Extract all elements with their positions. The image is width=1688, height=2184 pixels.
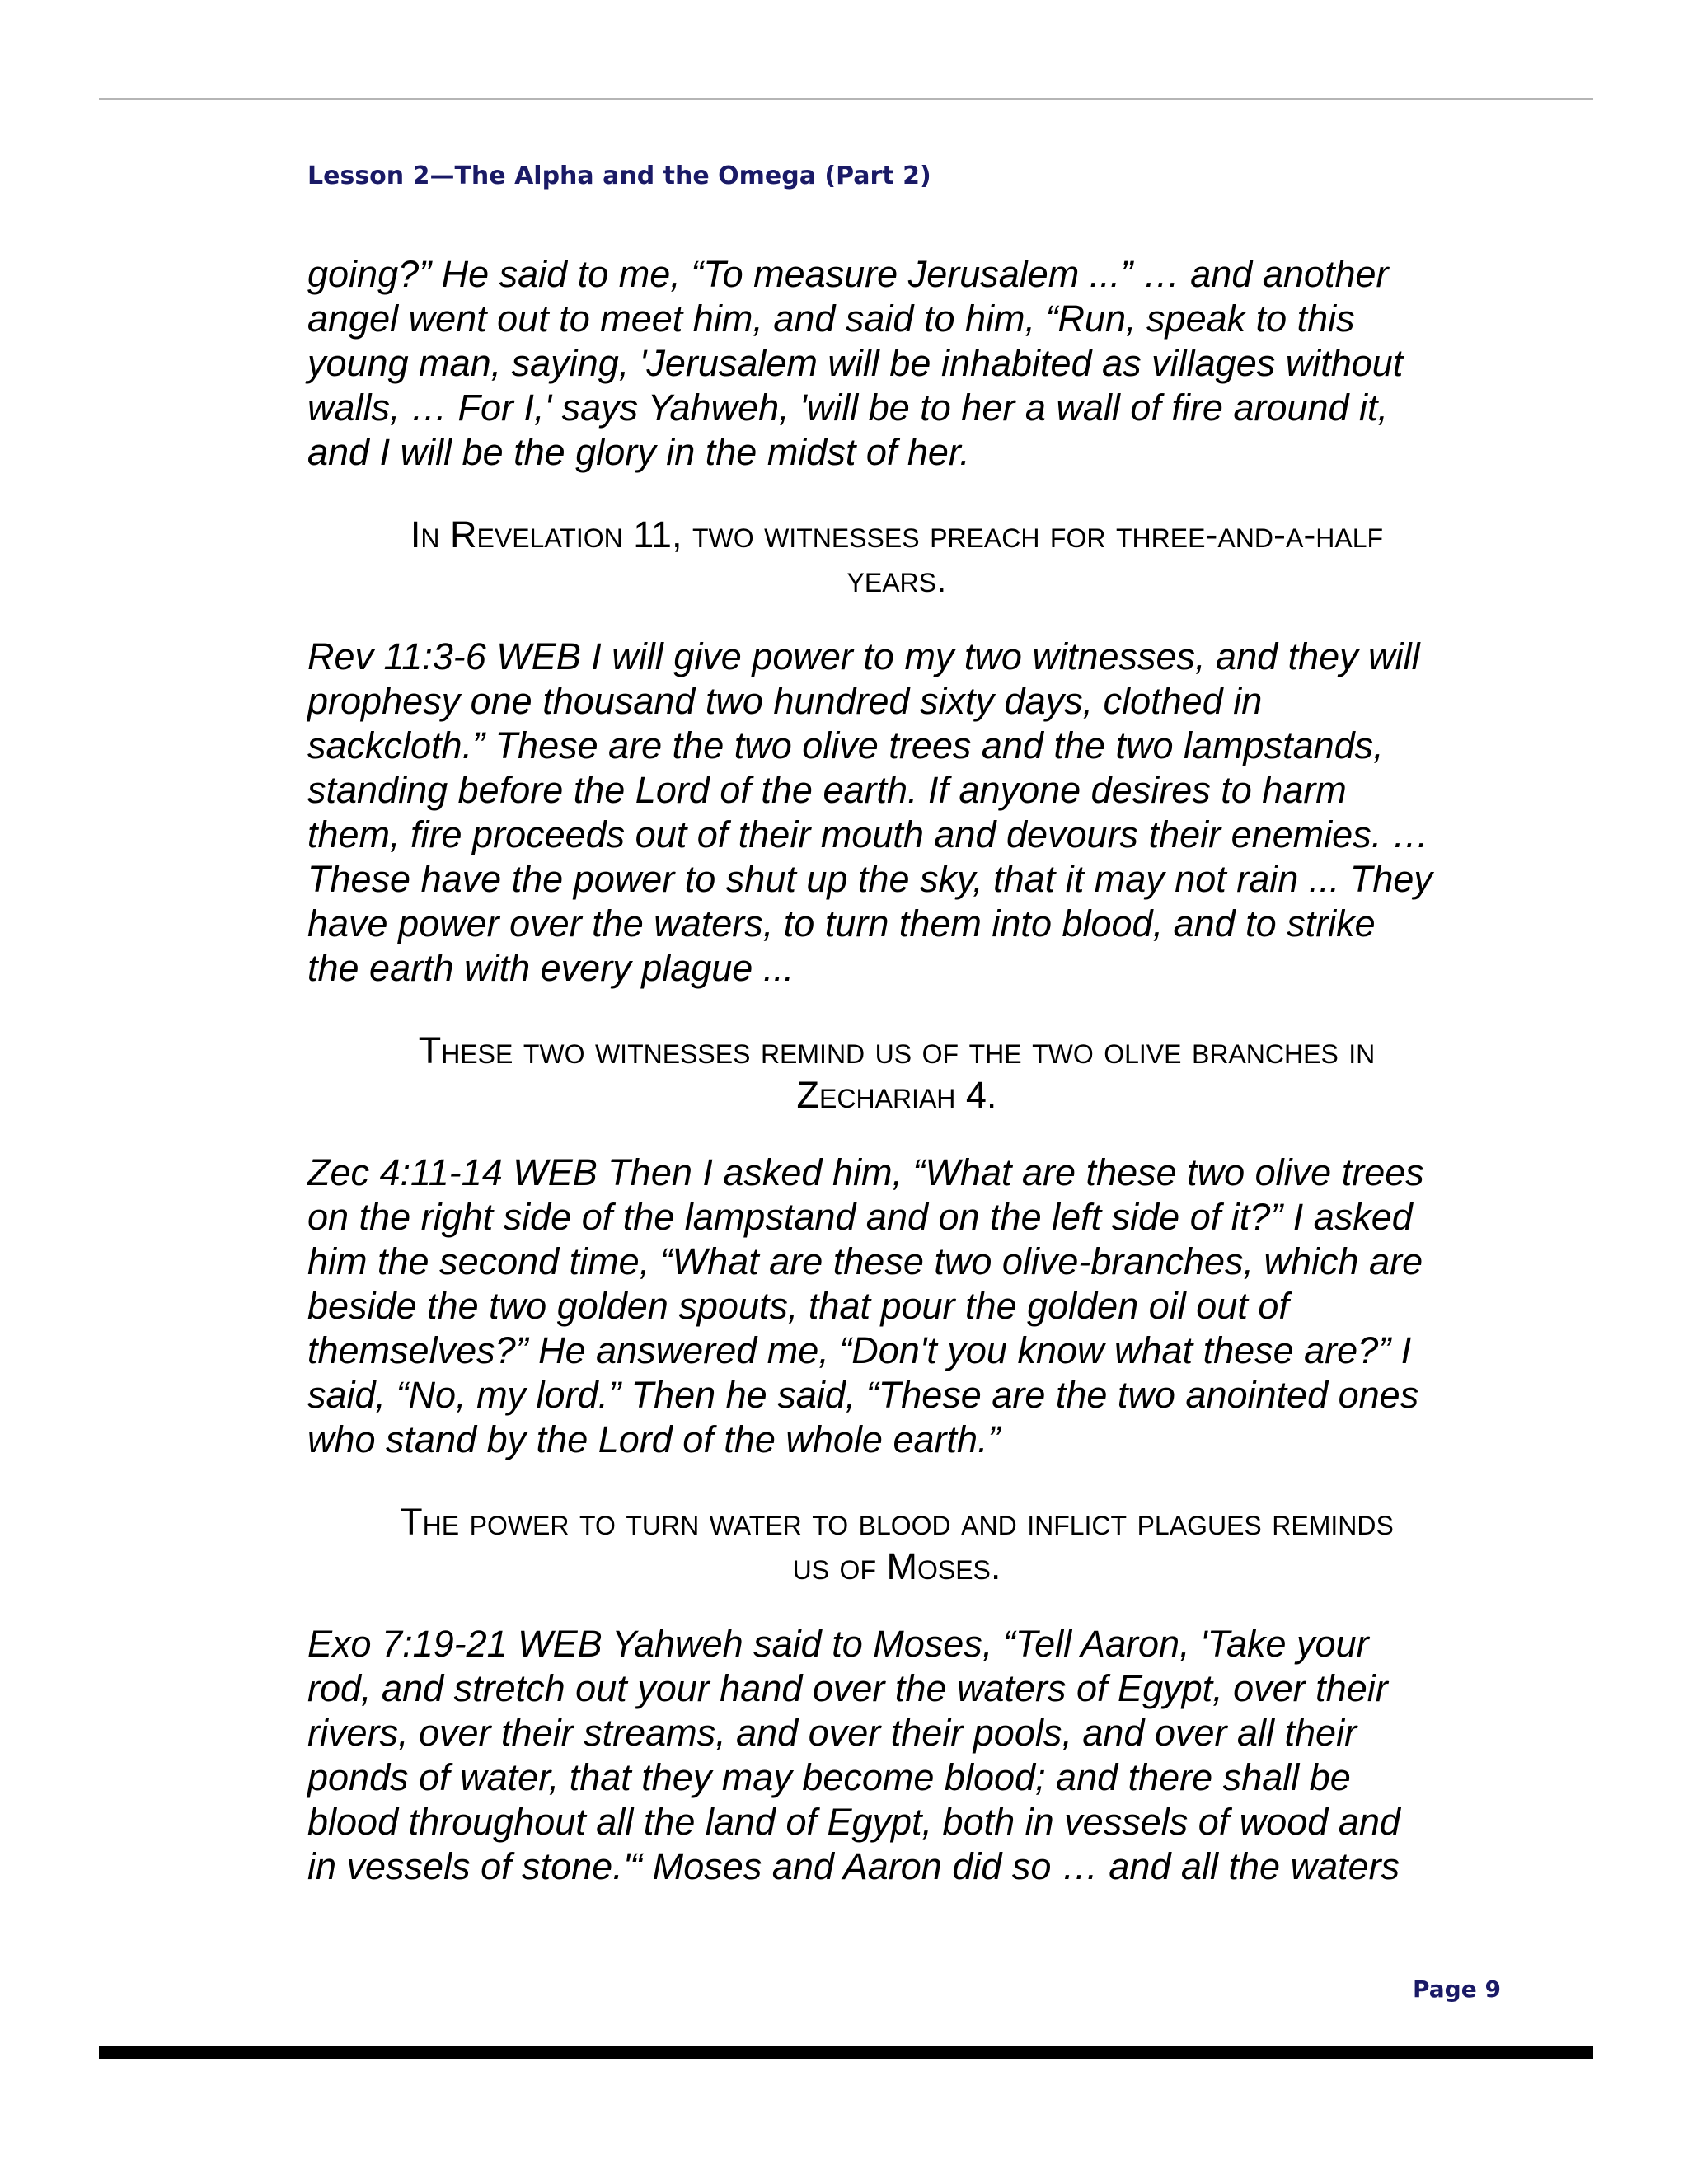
top-divider bbox=[99, 98, 1593, 100]
section-heading-two-witnesses: In Revelation 11, two witnesses preach for three-and-a-half years. bbox=[410, 513, 1384, 600]
verse-exodus-7: Exo 7:19-21 WEB Yahweh said to Moses, “Tell Aaron, 'Take your rod, and stretch out your hand over the waters of Egypt, over their rivers, over their streams, and over their pools, and over all their ponds of water, that they may become blood; and there shall be blood throughout all the land of Egypt, both in vessels of wood and in vessels of stone.'“ Moses and Aaron did so … and all the waters bbox=[307, 1623, 1400, 1887]
section-heading-olive-branches: These two witnesses remind us of the two olive branches in Zechariah 4. bbox=[418, 1029, 1376, 1116]
verse-zechariah-2-continued: going?” He said to me, “To measure Jerusalem ...” … and another angel went out to meet him, and said to him, “Run, speak to this young man, saying, 'Jerusalem will be inhabited as villages without walls, … For I,' says Yahweh, 'will be to her a wall of fire around it, and I will be the glory in the midst of her. bbox=[307, 253, 1404, 473]
page-content bbox=[307, 252, 1486, 1927]
verse-revelation-11: Rev 11:3-6 WEB I will give power to my two witnesses, and they will prophesy one thousand two hundred sixty days, clothed in sackcloth.” These are the two olive trees and the two lampstands, standing before the Lord of the earth. If anyone desires to harm them, fire proceeds out of their mouth and devours their enemies. … These have the power to shut up the sky, that it may not rain ... They have power over the waters, to turn them into blood, and to strike the earth with every plague ... bbox=[307, 635, 1432, 989]
section-heading-moses: The power to turn water to blood and inflict plagues reminds us of Moses. bbox=[400, 1501, 1394, 1587]
lesson-header-title: Lesson 2—The Alpha and the Omega (Part 2) bbox=[307, 162, 931, 190]
page-number: Page 9 bbox=[1413, 1975, 1501, 2003]
verse-zechariah-4: Zec 4:11-14 WEB Then I asked him, “What are these two olive trees on the right side of the lampstand and on the left side of it?” I asked him the second time, “What are these two olive-branches, which are beside the two golden spouts, that pour the golden oil out of themselves?” He answered me, “Don't you know what these are?” I said, “No, my lord.” Then he said, “These are the two anointed ones who stand by the Lord of the whole earth.” bbox=[307, 1151, 1424, 1460]
bottom-divider bbox=[99, 2046, 1593, 2059]
